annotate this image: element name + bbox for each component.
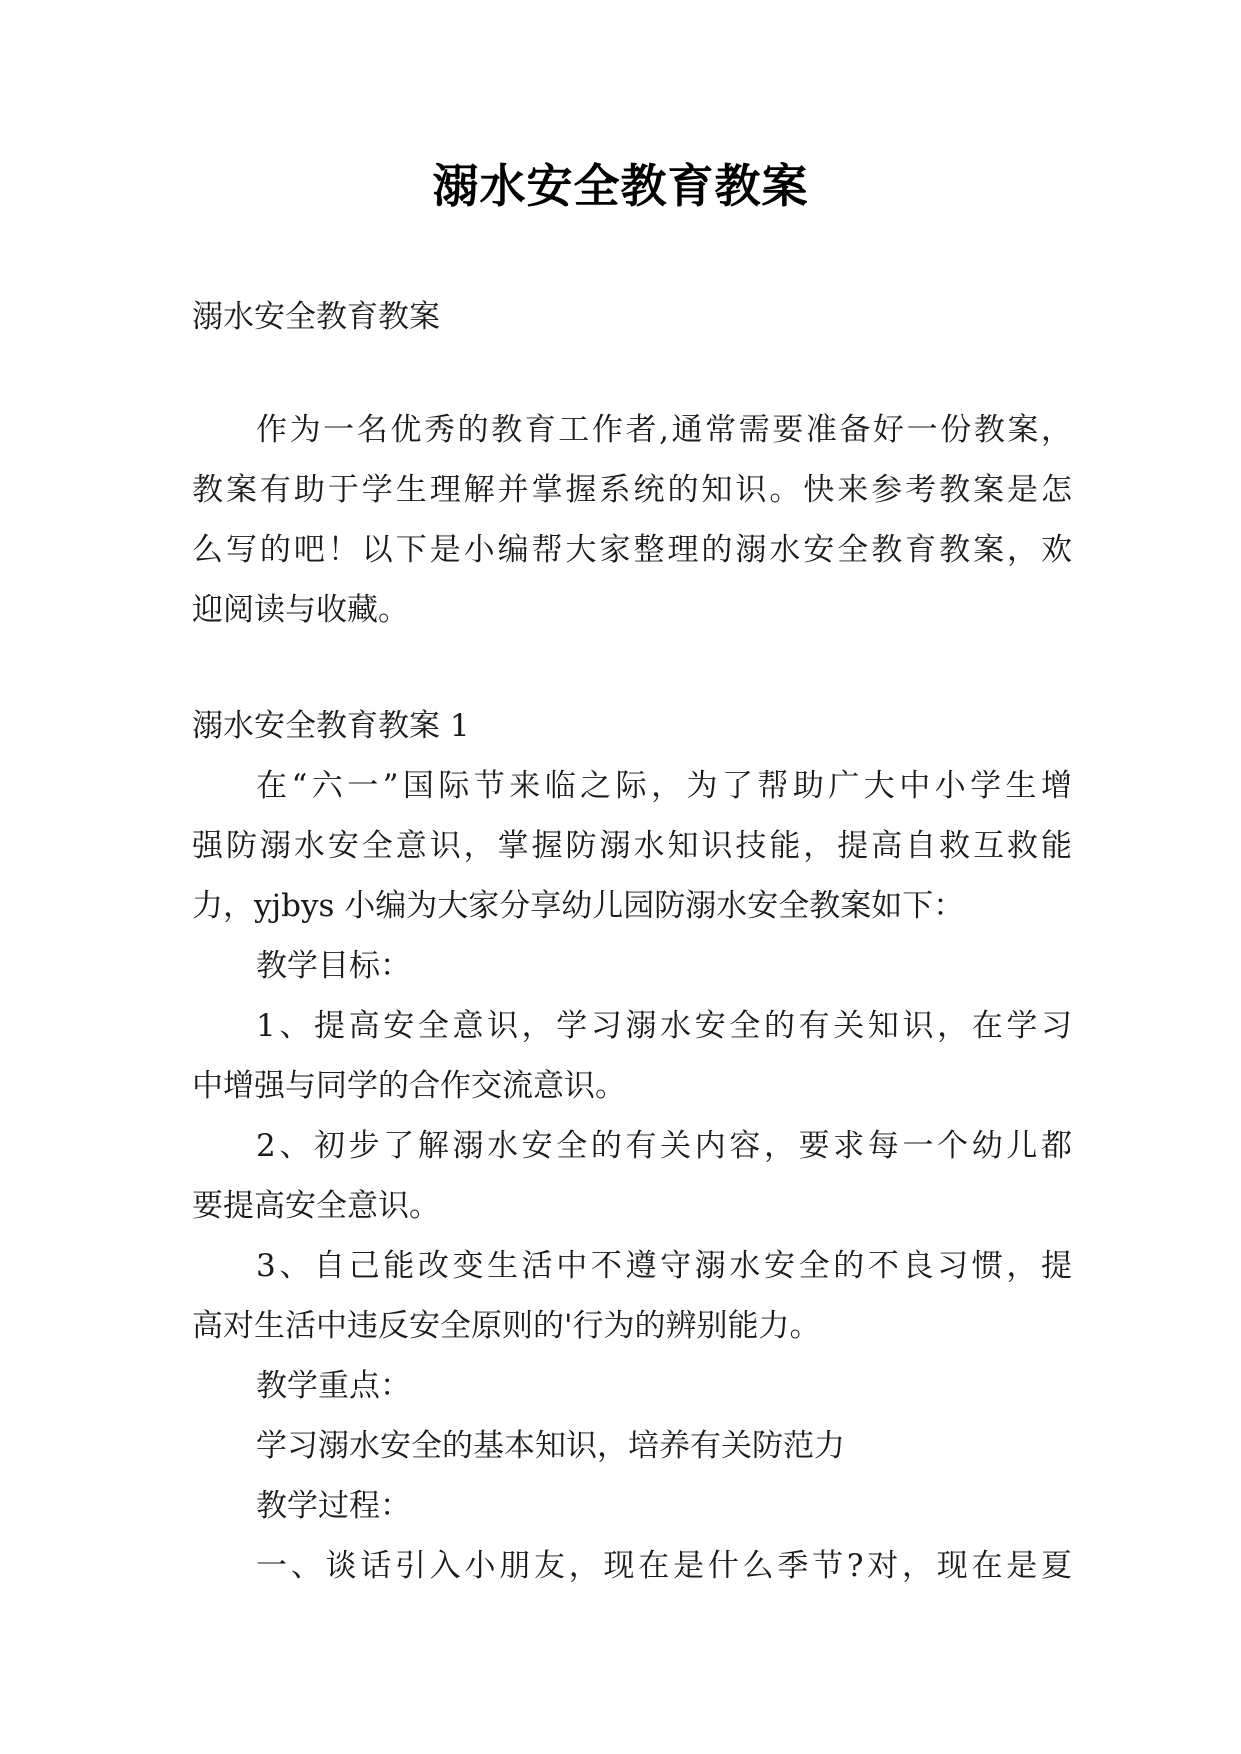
body-line: 力，yjbys 小编为大家分享幼儿园防溺水安全教案如下： [192, 888, 965, 924]
intro-line: 教案有助于学生理解并掌握系统的知识。快来参考教案是怎 [192, 472, 1072, 508]
body-line: 1、提高安全意识，学习溺水安全的有关知识，在学习 [256, 1008, 1072, 1044]
intro-line: 迎阅读与收藏。 [192, 592, 409, 628]
section-heading: 溺水安全教育教案 1 [192, 708, 470, 744]
subtitle-line: 溺水安全教育教案 [192, 299, 440, 335]
body-line: 强防溺水安全意识，掌握防溺水知识技能，提高自救互救能 [192, 828, 1072, 864]
document-title: 溺水安全教育教案 [432, 159, 809, 213]
body-line: 教学重点： [256, 1368, 411, 1404]
body-line: 教学目标： [256, 948, 411, 984]
intro-line: 么写的吧！以下是小编帮大家整理的溺水安全教育教案，欢 [192, 532, 1072, 568]
intro-line: 作为一名优秀的教育工作者,通常需要准备好一份教案， [256, 412, 1072, 448]
body-line: 高对生活中违反安全原则的'行为的辨别能力。 [192, 1308, 821, 1344]
body-line: 2、初步了解溺水安全的有关内容，要求每一个幼儿都 [256, 1128, 1072, 1164]
body-line: 学习溺水安全的基本知识，培养有关防范力 [256, 1428, 845, 1464]
body-line: 3、自己能改变生活中不遵守溺水安全的不良习惯，提 [256, 1248, 1072, 1284]
body-line: 在“六一”国际节来临之际，为了帮助广大中小学生增 [256, 768, 1072, 804]
body-line: 教学过程： [256, 1488, 411, 1524]
body-line: 一、谈话引入小朋友，现在是什么季节?对，现在是夏 [256, 1548, 1072, 1584]
body-line: 要提高安全意识。 [192, 1188, 440, 1224]
body-line: 中增强与同学的合作交流意识。 [192, 1068, 626, 1104]
